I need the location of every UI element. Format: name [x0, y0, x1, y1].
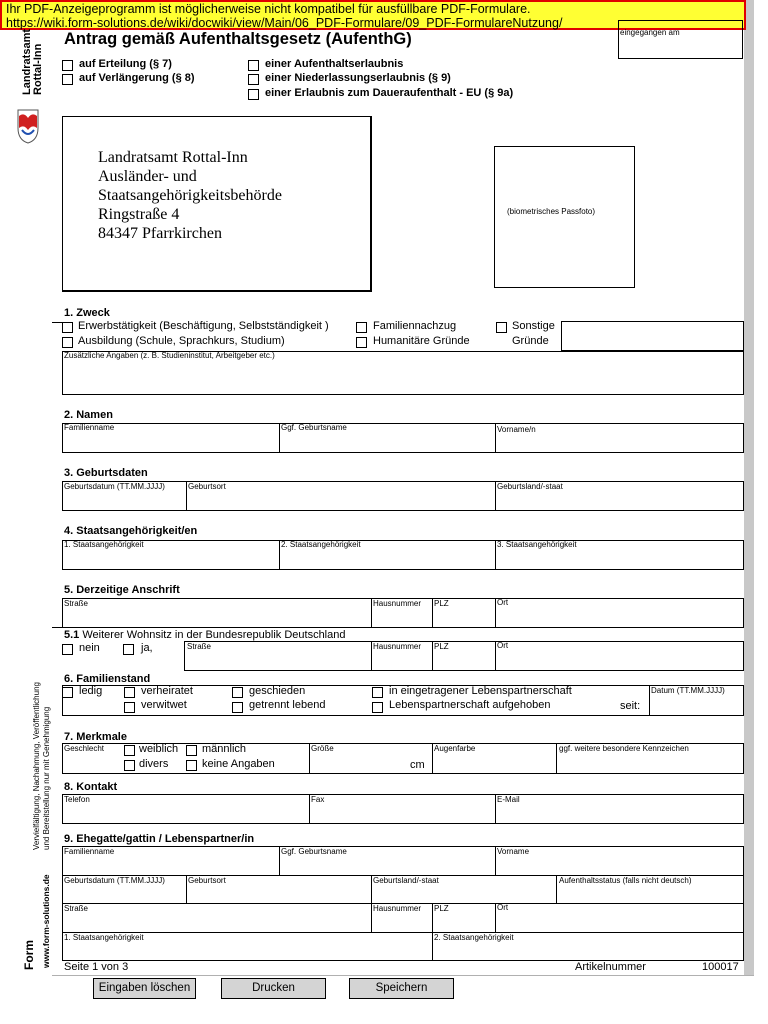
- birth-country-label: Geburtsland/-staat: [497, 482, 563, 491]
- spouse-nationality-2-label: 2. Staatsangehörigkeit: [434, 933, 514, 942]
- label-since: seit:: [620, 700, 641, 712]
- marital-date-label: Datum (TT.MM.JJJJ): [651, 686, 725, 695]
- banner-line-1: Ihr PDF-Anzeigeprogramm ist möglicherweise nicht kompatibel für ausfüllbare PDF-Formulare.: [6, 2, 531, 16]
- street-input[interactable]: [63, 599, 370, 627]
- fold-mark: [52, 322, 62, 323]
- article-number-label: Artikelnummer: [575, 961, 646, 973]
- sidebar-authority: [22, 29, 44, 95]
- second-city-input[interactable]: [496, 642, 743, 670]
- checkbox-issuance[interactable]: [62, 60, 73, 71]
- checkbox-separated[interactable]: [232, 702, 243, 713]
- section-5-1-number: 5.1: [64, 629, 80, 641]
- copyright-notice-line2: und Bereitstellung nur mit Genehmigung: [42, 706, 51, 850]
- label-married: verheiratet: [141, 685, 193, 697]
- print-button[interactable]: Drucken: [221, 978, 326, 999]
- spouse-birth-date-label: Geburtsdatum (TT.MM.JJJJ): [64, 876, 165, 885]
- email-input[interactable]: [496, 795, 743, 823]
- received-label: eingegangen am: [620, 28, 680, 37]
- label-single: ledig: [79, 685, 103, 697]
- spouse-residence-status-label: Aufenthaltsstatus (falls nicht deutsch): [559, 876, 692, 885]
- checkbox-no-gender-info[interactable]: [186, 760, 197, 771]
- coat-of-arms-icon: [16, 108, 40, 144]
- height-unit: cm: [410, 759, 425, 771]
- label-partnership-dissolved: Lebenspartnerschaft aufgehoben: [389, 699, 551, 711]
- label-employment: Erwerbstätigkeit (Beschäftigung, Selbstständigkeit ): [78, 320, 329, 332]
- checkbox-married[interactable]: [124, 687, 135, 698]
- fax-label: Fax: [311, 795, 325, 804]
- passport-photo-field[interactable]: [494, 146, 635, 288]
- clear-inputs-button[interactable]: Eingaben löschen: [93, 978, 196, 999]
- height-label: Größe: [311, 744, 334, 753]
- label-no-gender-info: keine Angaben: [202, 758, 275, 770]
- spouse-birth-name-label: Ggf. Geburtsname: [281, 847, 347, 856]
- checkbox-single[interactable]: [62, 687, 73, 698]
- spouse-family-name-label: Familienname: [64, 847, 115, 856]
- section-5-1-text: Weiterer Wohnsitz in der Bundesrepublik Deutschland: [82, 629, 346, 641]
- address-line-5: 84347 Pfarrkirchen: [98, 225, 222, 242]
- received-stamp-box: [618, 20, 743, 59]
- section-7-title: 7. Merkmale: [64, 731, 127, 743]
- photo-label: (biometrisches Passfoto): [507, 207, 596, 216]
- checkbox-settlement-permit[interactable]: [248, 74, 259, 85]
- spouse-city-label: Ort: [497, 903, 509, 912]
- form-title: Antrag gemäß Aufenthaltsgesetz (AufenthG): [64, 30, 412, 48]
- checkbox-education[interactable]: [62, 337, 73, 348]
- section-9-title: 9. Ehegatte/gattin / Lebenspartner/in: [64, 833, 255, 845]
- checkbox-widowed[interactable]: [124, 702, 135, 713]
- checkbox-registered-partnership[interactable]: [372, 687, 383, 698]
- banner-link[interactable]: https://wiki.form-solutions.de/wiki/docwiki/view/Main/06_PDF-Formulare/09_PDF-FormulareNutzung/: [6, 16, 563, 30]
- label-issuance: auf Erteilung (§ 7): [79, 58, 172, 70]
- family-name-label: Familienname: [64, 423, 115, 432]
- label-humanitarian: Humanitäre Gründe: [373, 335, 470, 347]
- nationality-3-label: 3. Staatsangehörigkeit: [497, 540, 577, 549]
- checkbox-employment[interactable]: [62, 322, 73, 333]
- spouse-street-input[interactable]: [63, 904, 370, 931]
- distinguishing-marks-label: ggf. weitere besondere Kennzeichen: [559, 744, 689, 753]
- city-input[interactable]: [496, 599, 743, 627]
- spouse-birth-place-label: Geburtsort: [188, 876, 226, 885]
- second-street-input[interactable]: [185, 642, 370, 670]
- other-reasons-input[interactable]: [561, 321, 744, 351]
- city-label: Ort: [497, 598, 509, 607]
- phone-input[interactable]: [63, 795, 308, 823]
- eye-color-label: Augenfarbe: [434, 744, 476, 753]
- label-divorced: geschieden: [249, 685, 306, 697]
- label-diverse: divers: [139, 758, 169, 770]
- checkbox-family-reunification[interactable]: [356, 322, 367, 333]
- page-number: Seite 1 von 3: [64, 961, 129, 973]
- spouse-first-name-label: Vorname: [497, 847, 530, 856]
- nationality-2-label: 2. Staatsangehörigkeit: [281, 540, 361, 549]
- second-zip-label: PLZ: [434, 642, 449, 651]
- phone-label: Telefon: [64, 795, 90, 804]
- address-line-4: Ringstraße 4: [98, 206, 180, 223]
- spouse-birth-country-label: Geburtsland/-staat: [373, 876, 439, 885]
- form-solutions-logo: Form: [22, 940, 36, 970]
- checkbox-male[interactable]: [186, 745, 197, 756]
- copyright-notice-line1: Vervielfältigung, Nachahmung, Veröffentlichung: [32, 682, 41, 850]
- checkbox-second-residence-no[interactable]: [62, 644, 73, 655]
- birth-place-input[interactable]: [187, 482, 494, 510]
- checkbox-other-reasons[interactable]: [496, 322, 507, 333]
- spouse-nationality-1-label: 1. Staatsangehörigkeit: [64, 933, 144, 942]
- address-line-1: Landratsamt Rottal-Inn: [98, 149, 248, 166]
- website-label: www.form-solutions.de: [41, 874, 51, 968]
- label-female: weiblich: [139, 743, 179, 755]
- email-label: E-Mail: [497, 795, 520, 804]
- nationality-1-label: 1. Staatsangehörigkeit: [64, 540, 144, 549]
- section-5-title: 5. Derzeitige Anschrift: [64, 584, 180, 596]
- section-6-title: 6. Familienstand: [64, 673, 151, 685]
- save-button[interactable]: Speichern: [349, 978, 454, 999]
- section-8-title: 8. Kontakt: [64, 781, 118, 793]
- label-second-residence-yes: ja,: [141, 642, 153, 654]
- checkbox-partnership-dissolved[interactable]: [372, 702, 383, 713]
- spouse-city-input[interactable]: [496, 904, 743, 931]
- birth-name-label: Ggf. Geburtsname: [281, 423, 347, 432]
- label-extension: auf Verlängerung (§ 8): [79, 72, 195, 84]
- second-house-number-label: Hausnummer: [373, 642, 422, 651]
- fold-mark: [52, 627, 62, 628]
- label-education: Ausbildung (Schule, Sprachkurs, Studium): [78, 335, 285, 347]
- label-settlement-permit: einer Niederlassungserlaubnis (§ 9): [265, 72, 451, 84]
- checkbox-female[interactable]: [124, 745, 135, 756]
- label-family-reunification: Familiennachzug: [373, 320, 457, 332]
- gender-label: Geschlecht: [64, 744, 105, 753]
- fax-input[interactable]: [310, 795, 494, 823]
- checkbox-diverse[interactable]: [124, 760, 135, 771]
- birth-place-label: Geburtsort: [188, 482, 226, 491]
- checkbox-permanent-residence[interactable]: [248, 89, 259, 100]
- first-name-label: Vorname/n: [497, 425, 536, 434]
- address-line-2: Ausländer- und: [98, 168, 197, 185]
- checkbox-extension[interactable]: [62, 74, 73, 85]
- label-separated: getrennt lebend: [249, 699, 326, 711]
- copyright-notice: [32, 682, 52, 850]
- section-2-title: 2. Namen: [64, 409, 113, 421]
- label-residence-permit: einer Aufenthaltserlaubnis: [265, 58, 404, 70]
- section-4-title: 4. Staatsangehörigkeit/en: [64, 525, 198, 537]
- checkbox-second-residence-yes[interactable]: [123, 644, 134, 655]
- section-5-1-title: [64, 629, 345, 641]
- label-other-reasons-2: Gründe: [512, 335, 549, 347]
- spouse-house-number-label: Hausnummer: [373, 904, 422, 913]
- birth-date-label: Geburtsdatum (TT.MM.JJJJ): [64, 482, 165, 491]
- label-second-residence-no: nein: [79, 642, 100, 654]
- label-male: männlich: [202, 743, 247, 755]
- label-permanent-residence: einer Erlaubnis zum Daueraufenthalt - EU (§ 9a): [265, 87, 514, 99]
- checkbox-divorced[interactable]: [232, 687, 243, 698]
- additional-info-label: Zusätzliche Angaben (z. B. Studieninstitut, Arbeitgeber etc.): [64, 351, 275, 360]
- section-3-title: 3. Geburtsdaten: [64, 467, 148, 479]
- street-label: Straße: [64, 599, 89, 608]
- house-number-label: Hausnummer: [373, 599, 422, 608]
- label-widowed: verwitwet: [141, 699, 187, 711]
- zip-label: PLZ: [434, 599, 449, 608]
- spouse-zip-label: PLZ: [434, 904, 449, 913]
- second-city-label: Ort: [497, 641, 509, 650]
- page-scroll-edge: [744, 0, 754, 975]
- address-line-3: Staatsangehörigkeitsbehörde: [98, 187, 282, 204]
- article-number: 100017: [702, 961, 739, 973]
- checkbox-humanitarian[interactable]: [356, 337, 367, 348]
- section-1-title: 1. Zweck: [64, 307, 110, 319]
- sidebar-authority-line1: Landratsamt: [21, 28, 33, 95]
- label-registered-partnership: in eingetragener Lebenspartnerschaft: [389, 685, 572, 697]
- second-street-label: Straße: [187, 642, 212, 651]
- spouse-street-label: Straße: [64, 904, 89, 913]
- page-bottom-edge: [52, 975, 754, 976]
- checkbox-residence-permit[interactable]: [248, 60, 259, 71]
- label-other-reasons-1: Sonstige: [512, 320, 555, 332]
- sidebar-authority-line2: Rottal-Inn: [32, 43, 44, 95]
- spouse-first-name-input[interactable]: [496, 847, 743, 874]
